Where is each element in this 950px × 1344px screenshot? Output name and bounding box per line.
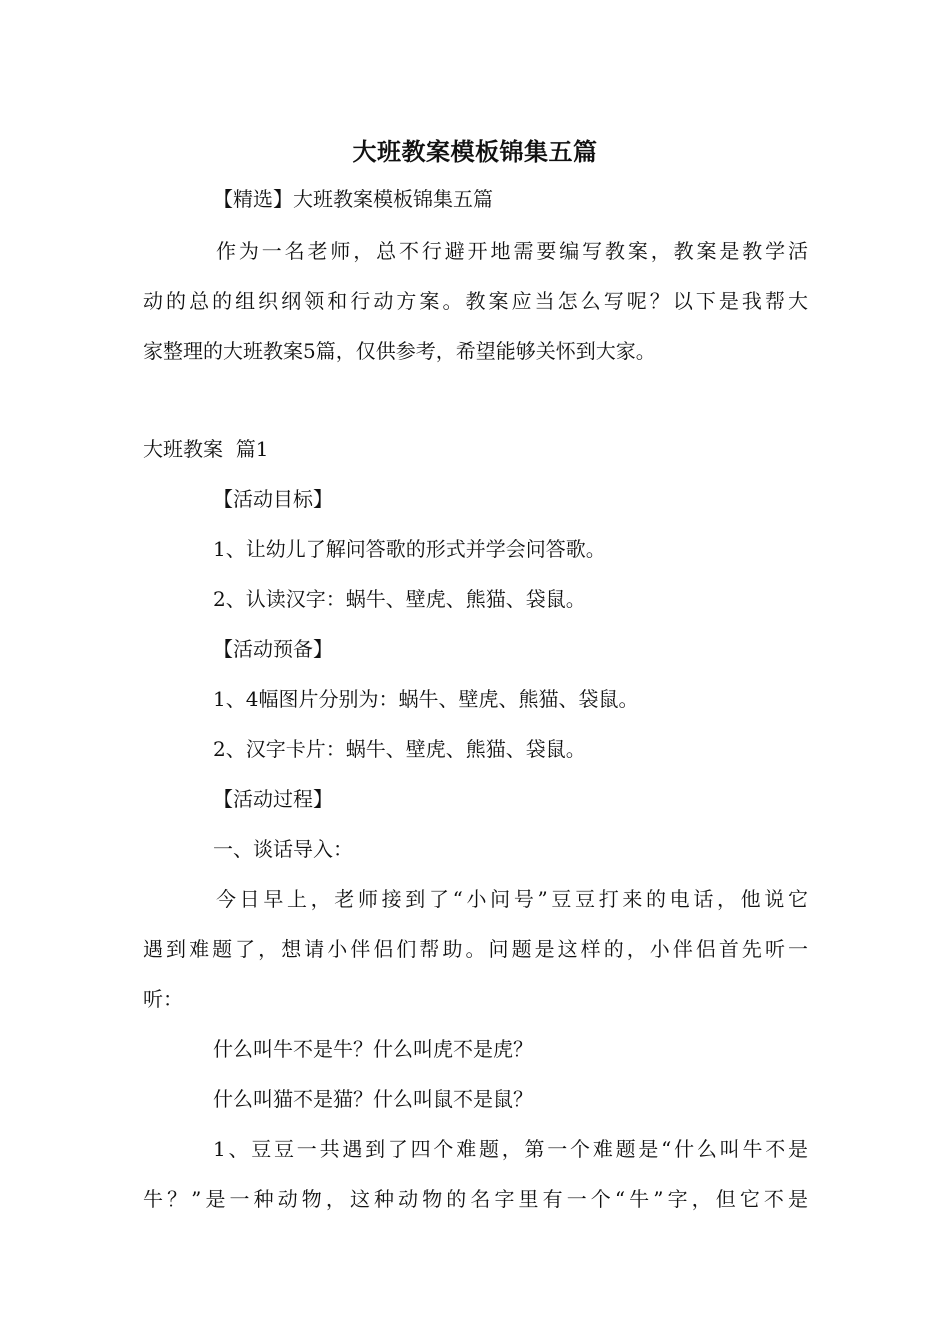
subsection-heading: 【活动目标】	[213, 487, 333, 511]
paragraph-line: 动的总的组织纲领和行动方案。教案应当怎么写呢？以下是我帮大	[143, 289, 808, 313]
paragraph-line: 家整理的大班教案5篇，仅供参考，希望能够关怀到大家。	[143, 339, 656, 363]
list-item: 2、汉字卡片：蜗牛、壁虎、熊猫、袋鼠。	[213, 737, 586, 761]
subsection-heading: 【活动过程】	[213, 787, 333, 811]
paragraph-line: 作为一名老师，总不行避开地需要编写教案，教案是教学活	[216, 239, 808, 263]
paragraph-line: 什么叫牛不是牛？什么叫虎不是虎？	[213, 1037, 533, 1061]
paragraph-line: 听：	[143, 987, 183, 1011]
list-item: 1、4幅图片分别为：蜗牛、壁虎、熊猫、袋鼠。	[213, 687, 639, 711]
list-item: 1、让幼儿了解问答歌的形式并学会问答歌。	[213, 537, 606, 561]
paragraph-line: 今日早上，老师接到了“小问号”豆豆打来的电话，他说它	[216, 887, 808, 911]
paragraph-line: 一、谈话导入：	[213, 837, 353, 861]
subtitle-line: 【精选】大班教案模板锦集五篇	[213, 187, 493, 211]
list-item: 2、认读汉字：蜗牛、壁虎、熊猫、袋鼠。	[213, 587, 586, 611]
document-title: 大班教案模板锦集五篇	[352, 137, 598, 166]
paragraph-line: 遇到难题了，想请小伴侣们帮助。问题是这样的，小伴侣首先听一	[143, 937, 808, 961]
paragraph-line: 什么叫猫不是猫？什么叫鼠不是鼠？	[213, 1087, 533, 1111]
paragraph-line: 牛？”是一种动物，这种动物的名字里有一个“牛”字，但它不是	[143, 1187, 808, 1211]
section-heading: 大班教案 篇1	[143, 437, 269, 461]
paragraph-line: 1、豆豆一共遇到了四个难题，第一个难题是“什么叫牛不是	[213, 1137, 808, 1161]
subsection-heading: 【活动预备】	[213, 637, 333, 661]
